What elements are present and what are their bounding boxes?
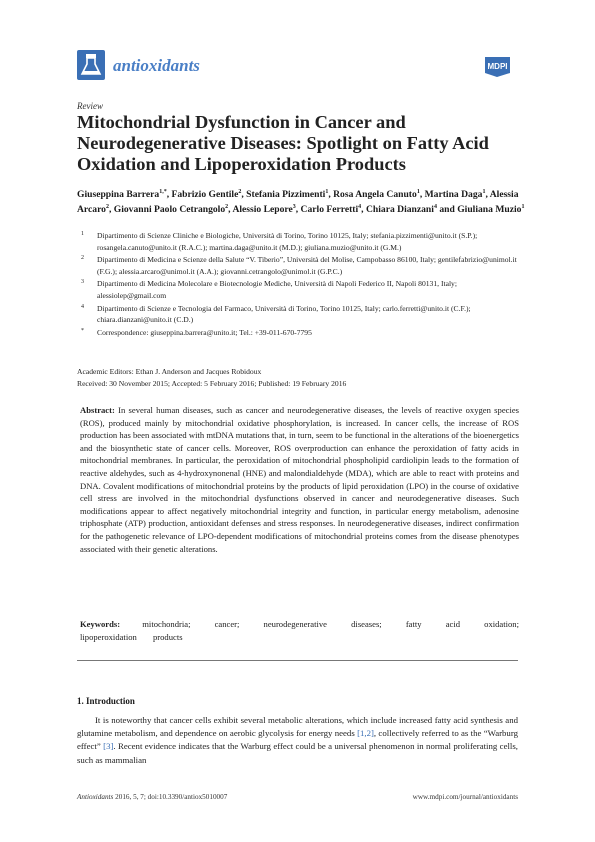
mdpi-logo-icon [481, 53, 514, 79]
author-separator: , [228, 204, 233, 216]
affiliation-number: 2 [81, 255, 84, 262]
affiliation-item [77, 278, 527, 301]
footer-citation [77, 793, 227, 801]
author-affiliation-marker: 3 [292, 204, 296, 211]
author-affiliation-marker: 4 [433, 204, 437, 211]
footer-url[interactable]: www.mdpi.com/journal/antioxidants [412, 793, 518, 801]
author-separator: , [166, 189, 172, 201]
author-affiliation-marker: 1 [521, 204, 525, 211]
footer-doi: 2016, 5, 7; doi:10.3390/antiox5010007 [113, 793, 228, 801]
affiliations [77, 230, 527, 339]
author-separator: , [241, 189, 247, 201]
publication-dates: Received: 30 November 2015; Accepted: 5 February 2016; Published: 19 February 2016 [77, 378, 347, 388]
affiliation-text: Dipartimento di Medicina Molecolare e Biotecnologie Mediche, Università di Napoli Federico II, Napoli 80131, Italy; alessiolep@gmail.com [97, 279, 457, 300]
journal-logo-icon [77, 50, 105, 80]
section-heading: 1. Introduction [77, 696, 135, 706]
author-name: Carlo Ferretti [300, 204, 359, 216]
keywords [80, 618, 519, 643]
affiliation-number: 3 [81, 279, 84, 286]
affiliation-item [77, 303, 527, 326]
intro-text-3: . Recent evidence indicates that the Warburg effect could be a universal phenomenon in normal proliferating cells, such as mammalian [77, 741, 518, 765]
affiliation-item [77, 254, 527, 277]
author-separator: , [361, 204, 366, 216]
author-affiliation-marker: 1,* [159, 189, 167, 195]
affiliation-text: Dipartimento di Scienze Cliniche e Biologiche, Università di Torino, Torino 10125, Italy; stefania.pizzimenti@unito.it (S.P.); rosangela.canuto@unito.it (R.A.C.); martina.daga@unito.it (M.D.); giuliana.muzio@unito.it (G.M.) [97, 231, 478, 252]
author-separator: , [328, 189, 334, 201]
author-separator: , [295, 204, 301, 216]
author-list [77, 186, 525, 216]
editorial-info [77, 366, 527, 389]
introduction-paragraph [77, 714, 518, 767]
affiliation-text: Dipartimento di Scienze e Tecnologia del Farmaco, Università di Torino, Torino 10125, Italy; carlo.ferretti@unito.it (C.F.); chiara.dianzani@unito.it (C.D.) [97, 303, 471, 325]
keywords-text: mitochondria; cancer; neurodegenerative diseases; fatty acid oxidation; lipoperoxidation products [80, 619, 519, 642]
author-affiliation-marker: 1 [482, 189, 486, 195]
author-name: Rosa Angela Canuto [333, 189, 417, 201]
abstract-label: Abstract: [80, 405, 115, 415]
intro-text-1: It is noteworthy that cancer cells exhibit several metabolic alterations, which include increased fatty acid synthesis and glutamine metabolism, and dependence on aerobic glycolysis for energy needs [77, 715, 518, 739]
keywords-label: Keywords: [80, 619, 121, 629]
affiliation-item [77, 230, 527, 253]
author-affiliation-marker: 2 [225, 204, 229, 211]
abstract [80, 404, 519, 555]
author-name: Alessia Arcaro [77, 189, 519, 216]
article-type-label: Review [77, 101, 103, 111]
footer-journal: Antioxidants [77, 793, 114, 801]
author-name: Fabrizio Gentile [171, 189, 239, 201]
citation-link-1-2[interactable]: [1,2] [357, 728, 374, 739]
svg-text:MDPI: MDPI [487, 62, 508, 71]
citation-link-3[interactable]: [3] [103, 741, 114, 752]
intro-text-2: , collectively referred to as the “Warburg effect” [77, 728, 518, 752]
author-name: Giuseppina Barrera [77, 189, 160, 201]
abstract-text: In several human diseases, such as cancer and neurodegenerative diseases, the levels of reactive oxygen species (ROS), produced mainly by mitochondrial oxidative phosphorylation, is increased. In cancer cells, the increase of ROS production has been associated with mtDNA mutations that, in turn, seem to be functional in the alterations of the bioenergetics and the biosynthetic state of cancer cells. Moreover, ROS overproduction can enhance the peroxidation of fatty acids in mitochondrial membranes. In particular, the peroxidation of mitochondrial phospholipid cardiolipin leads to the formation of reactive aldehydes, such as 4-hydroxynonenal (HNE) and malondialdehyde (MDA), which are able to react with proteins and DNA. Covalent modifications of mitochondrial proteins by the products of lipid peroxidation (LPO) in the course of oxidative cell stress are involved in the mitochondrial dysfunctions observed in cancer and neurodegenerative diseases. Such modifications appear to affect negatively mitochondrial integrity and function, in particular energy metabolism, adenosine triphosphate (ATP) production, antioxidant defenses and stress responses. In neurodegenerative diseases, indirect confirmation for the pathogenetic relevance of LPO-dependent modifications of mitochondrial proteins comes from the disease phenotypes associated with their genetic alterations. [80, 405, 519, 554]
author-name: Stefania Pizzimenti [246, 189, 326, 201]
author-name: Martina Daga [424, 189, 483, 201]
author-name: Alessio Lepore [232, 204, 293, 216]
article-title: Mitochondrial Dysfunction in Cancer and Neurodegenerative Diseases: Spotlight on Fatty Acid Oxidation and Lipoperoxidation Products [77, 112, 489, 174]
affiliation-number: * [81, 327, 84, 334]
section-divider [77, 660, 518, 661]
affiliation-item [77, 327, 527, 339]
author-affiliation-marker: 2 [238, 189, 242, 195]
author-affiliation-marker: 2 [105, 204, 109, 211]
author-affiliation-marker: 1 [416, 189, 420, 195]
author-separator: , [419, 189, 425, 201]
journal-name: antioxidants [113, 56, 200, 75]
author-affiliation-marker: 4 [358, 204, 362, 211]
author-separator: and [436, 204, 458, 216]
affiliation-number: 1 [81, 231, 84, 237]
author-name: Giovanni Paolo Cetrangolo [113, 204, 226, 216]
affiliation-number: 4 [81, 303, 84, 310]
author-affiliation-marker: 1 [325, 189, 329, 195]
author-name: Giuliana Muzio [457, 204, 522, 216]
author-separator: , [485, 189, 490, 201]
affiliation-text: Dipartimento di Medicina e Scienze della Salute “V. Tiberio”, Università del Molise, Campobasso 86100, Italy; gentilefabrizio@unimol.it (F.G.); alessia.arcaro@unimol.it (A.A.); giovanni.cetrangolo@unimol.it (G.P.C.) [97, 255, 517, 276]
author-separator: , [108, 204, 114, 216]
affiliation-text: Correspondence: giuseppina.barrera@unito.it; Tel.: +39-011-670-7795 [97, 327, 312, 337]
author-name: Chiara Dianzani [365, 204, 434, 216]
academic-editors: Academic Editors: Ethan J. Anderson and Jacques Robidoux [77, 367, 262, 376]
